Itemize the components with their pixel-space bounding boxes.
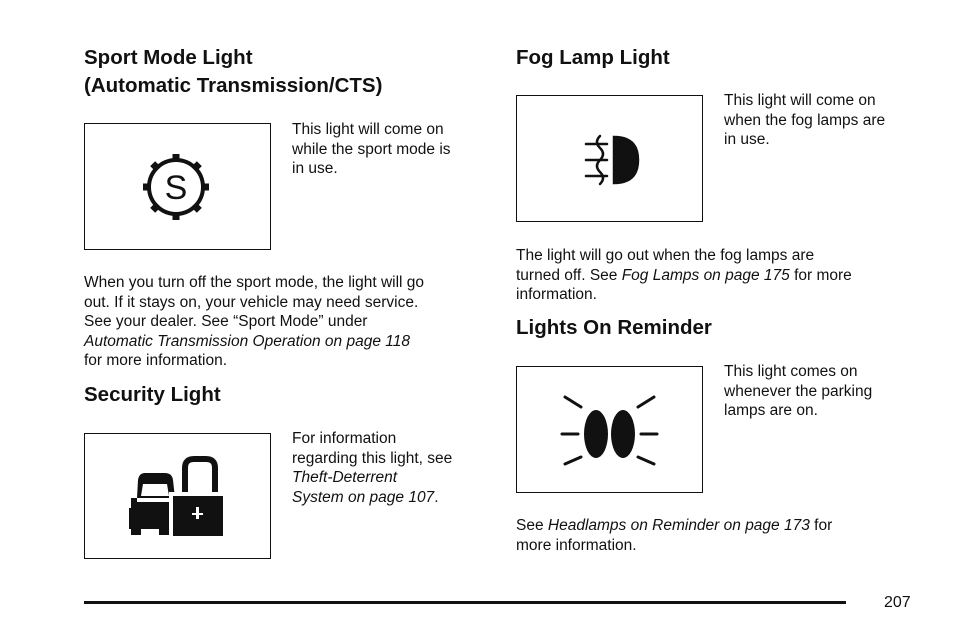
sport-mode-paragraph: When you turn off the sport mode, the light will go out. If it stays on, your vehicle may need service. See your dealer. See “Sport Mode” under Automatic Transmission Operation on page 118 for more information. xyxy=(84,274,425,369)
theft-deterrent-reference-1[interactable]: Theft-Deterrent xyxy=(292,469,398,486)
page-number: 207 xyxy=(884,594,911,611)
lights-on-paragraph: See Headlamps on Reminder on page 173 for more information. xyxy=(516,517,833,554)
fog-lamp-icon-frame xyxy=(516,95,703,222)
fog-lamp-paragraph: The light will go out when the fog lamps are turned off. See Fog Lamps on page 175 for more information. xyxy=(516,247,852,303)
sport-mode-icon-frame xyxy=(84,123,271,250)
sport-mode-side-text: This light will come on while the sport mode is in use. xyxy=(292,121,451,177)
sport-mode-icon-letter: S xyxy=(164,169,188,207)
sport-mode-title-line2: (Automatic Transmission/CTS) xyxy=(84,74,383,97)
automatic-transmission-reference[interactable]: Automatic Transmission Operation on page 118 xyxy=(84,332,410,350)
security-icon-frame xyxy=(84,433,271,559)
security-light-heading: Security Light xyxy=(84,383,221,406)
theft-deterrent-reference-2[interactable]: System on page 107 xyxy=(292,488,435,506)
fog-lamp-icon xyxy=(517,96,701,220)
fog-lamps-reference[interactable]: Fog Lamps on page 175 xyxy=(621,266,790,284)
footer-rule xyxy=(84,601,846,604)
lights-on-reminder-heading: Lights On Reminder xyxy=(516,316,712,339)
fog-lamp-side-text: This light will come on when the fog lamps are in use. xyxy=(724,92,886,148)
lights-on-icon-frame xyxy=(516,366,703,493)
sport-mode-gear-s-icon xyxy=(85,124,269,248)
headlamps-reminder-reference[interactable]: Headlamps on Reminder on page 173 xyxy=(547,517,810,534)
security-vehicle-lock-icon xyxy=(85,434,269,557)
fog-lamp-heading: Fog Lamp Light xyxy=(516,46,670,69)
parking-lamps-icon xyxy=(517,367,701,491)
sport-mode-heading xyxy=(84,44,382,100)
sport-mode-title-line1: Sport Mode Light xyxy=(84,46,253,69)
security-side-text: For information regarding this light, see Theft-Deterrent System on page 107. xyxy=(292,430,453,506)
lights-on-side-text: This light comes on whenever the parking lamps are on. xyxy=(724,363,873,419)
